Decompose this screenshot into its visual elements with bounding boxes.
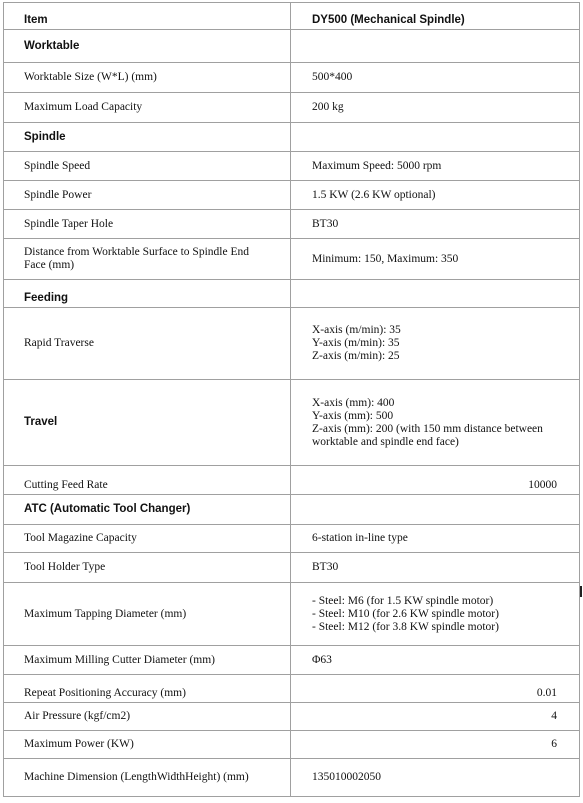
row-label: Maximum Load Capacity	[4, 93, 291, 123]
row-label: Machine Dimension (LengthWidthHeight) (mm)	[4, 759, 291, 797]
table-row	[4, 583, 580, 646]
row-label: Distance from Worktable Surface to Spindle End Face (mm)	[4, 239, 291, 280]
row-value	[291, 308, 580, 380]
table-row	[4, 553, 580, 583]
table-row	[4, 466, 580, 495]
value-line: X-axis (mm): 400	[312, 396, 395, 409]
row-value: BT30	[291, 210, 580, 239]
table-row	[4, 152, 580, 181]
section-label: ATC (Automatic Tool Changer)	[4, 495, 291, 525]
row-value: 1.5 KW (2.6 KW optional)	[291, 181, 580, 210]
row-label: Air Pressure (kgf/cm2)	[4, 703, 291, 731]
row-label: Travel	[4, 380, 291, 466]
table-row	[4, 63, 580, 93]
table-row	[4, 731, 580, 759]
section-row-worktable	[4, 30, 580, 63]
text-cursor-mark	[580, 586, 582, 597]
row-label: Spindle Speed	[4, 152, 291, 181]
row-label: Rapid Traverse	[4, 308, 291, 380]
section-label: Worktable	[4, 30, 291, 63]
section-empty-cell	[291, 30, 580, 63]
value-line: - Steel: M12 (for 3.8 KW spindle motor)	[312, 620, 499, 633]
row-label: Spindle Power	[4, 181, 291, 210]
table-row	[4, 93, 580, 123]
table-row	[4, 181, 580, 210]
row-value	[291, 583, 580, 646]
row-value: 10000	[291, 466, 580, 495]
row-value: Maximum Speed: 5000 rpm	[291, 152, 580, 181]
row-value: 6	[291, 731, 580, 759]
row-label: Worktable Size (W*L) (mm)	[4, 63, 291, 93]
table-header-row	[4, 3, 580, 30]
row-label: Cutting Feed Rate	[4, 466, 291, 495]
table-row	[4, 525, 580, 553]
row-value: 135010002050	[291, 759, 580, 797]
table-row	[4, 646, 580, 675]
row-value	[291, 380, 580, 466]
value-line: Y-axis (mm): 500	[312, 409, 394, 422]
table-row	[4, 239, 580, 280]
row-value: 500*400	[291, 63, 580, 93]
header-item: Item	[4, 3, 291, 30]
value-line: - Steel: M10 (for 2.6 KW spindle motor)	[312, 607, 499, 620]
row-label: Maximum Milling Cutter Diameter (mm)	[4, 646, 291, 675]
value-line: Z-axis (m/min): 25	[312, 350, 400, 362]
table-row	[4, 675, 580, 703]
row-label: Spindle Taper Hole	[4, 210, 291, 239]
table-row	[4, 210, 580, 239]
value-line: Z-axis (mm): 200 (with 150 mm distance between worktable and spindle end face)	[312, 422, 543, 448]
row-value: Minimum: 150, Maximum: 350	[291, 239, 580, 280]
row-label: Maximum Power (KW)	[4, 731, 291, 759]
row-value: 6-station in-line type	[291, 525, 580, 553]
section-empty-cell	[291, 123, 580, 152]
row-value: 0.01	[291, 675, 580, 703]
header-model: DY500 (Mechanical Spindle)	[291, 3, 580, 30]
section-label: Spindle	[4, 123, 291, 152]
table-row	[4, 759, 580, 797]
section-empty-cell	[291, 495, 580, 525]
value-line: X-axis (m/min): 35	[312, 324, 401, 336]
row-label: Tool Magazine Capacity	[4, 525, 291, 553]
table-row	[4, 308, 580, 380]
row-label: Maximum Tapping Diameter (mm)	[4, 583, 291, 646]
row-value: BT30	[291, 553, 580, 583]
section-label: Feeding	[4, 280, 291, 308]
section-row-feeding	[4, 280, 580, 308]
row-value: 4	[291, 703, 580, 731]
value-line: Y-axis (m/min): 35	[312, 337, 400, 349]
section-empty-cell	[291, 280, 580, 308]
row-label: Repeat Positioning Accuracy (mm)	[4, 675, 291, 703]
row-label: Tool Holder Type	[4, 553, 291, 583]
row-value: 200 kg	[291, 93, 580, 123]
section-row-spindle	[4, 123, 580, 152]
table-row	[4, 703, 580, 731]
row-value: Φ63	[291, 646, 580, 675]
spec-table	[3, 2, 580, 797]
section-row-atc	[4, 495, 580, 525]
table-row-travel	[4, 380, 580, 466]
value-line: - Steel: M6 (for 1.5 KW spindle motor)	[312, 594, 494, 607]
